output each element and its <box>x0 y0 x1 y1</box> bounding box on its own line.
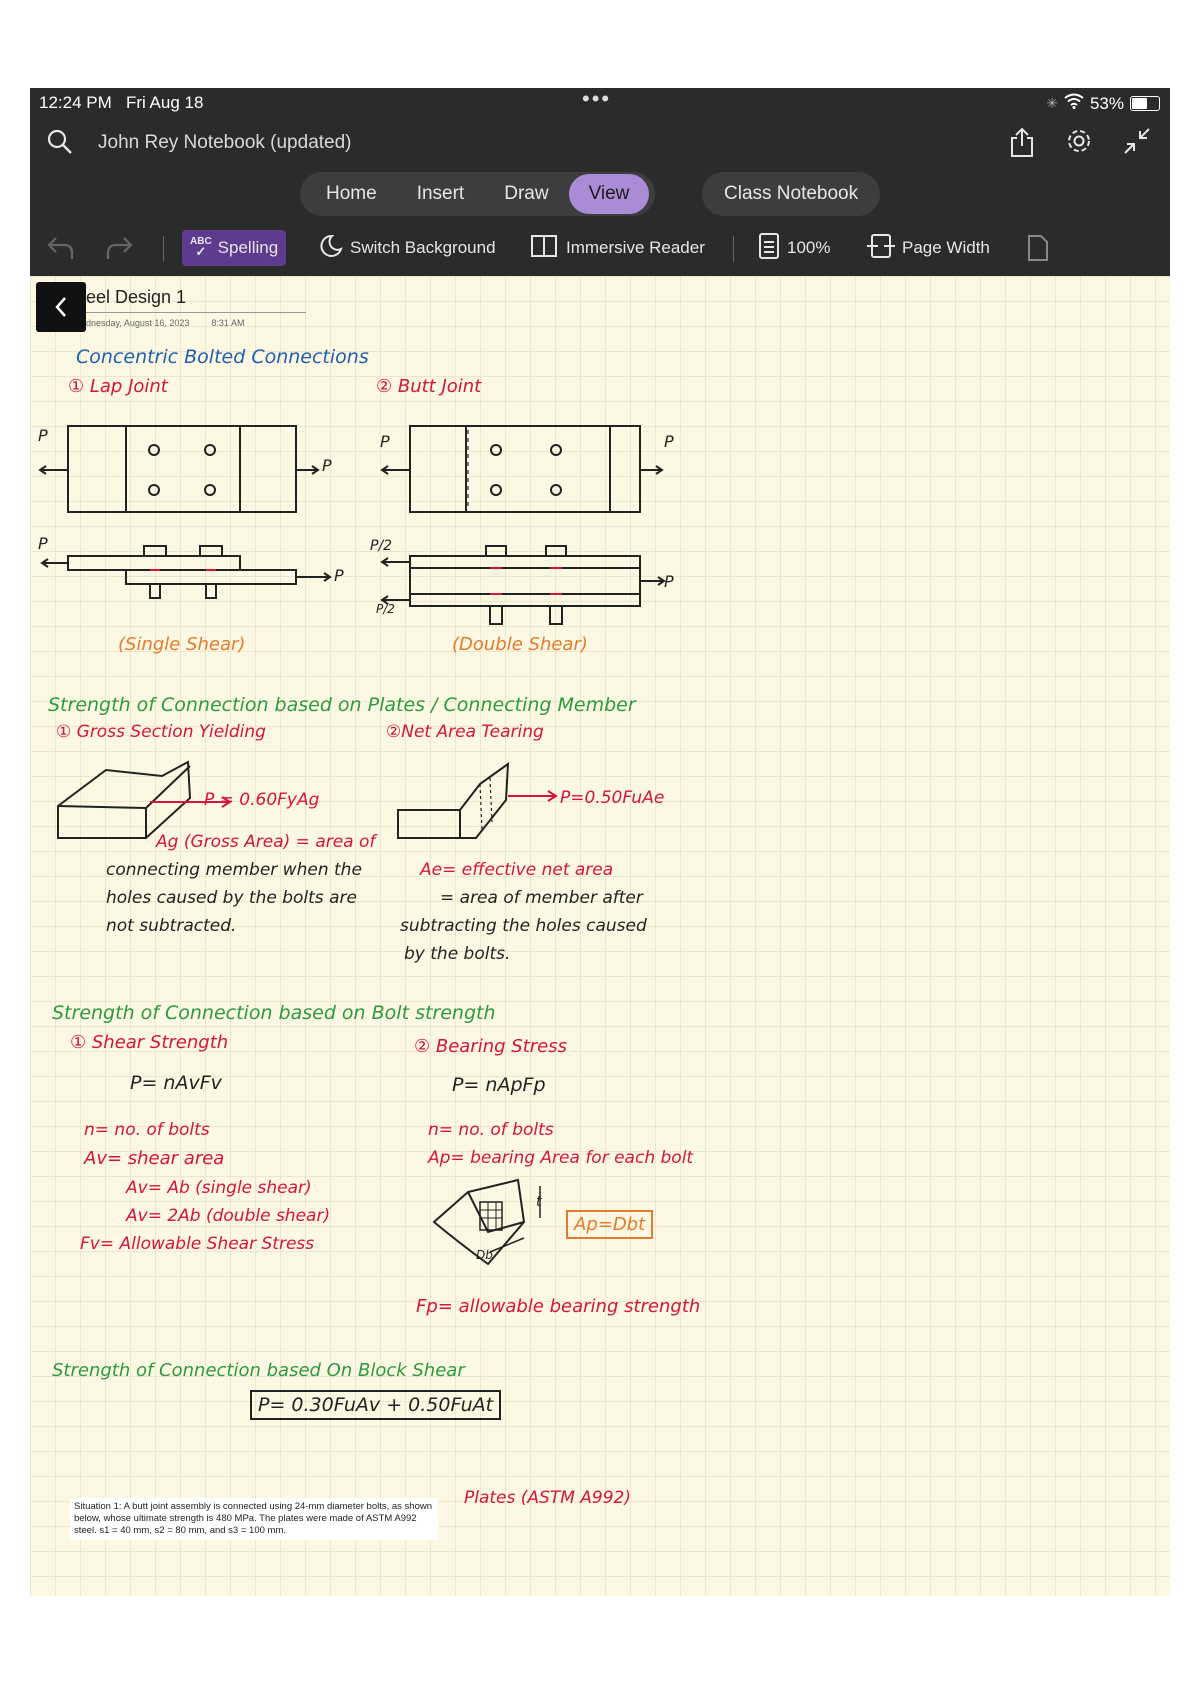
lap-joint-plan <box>40 426 318 512</box>
divider <box>733 236 734 262</box>
immersive-reader-label: Immersive Reader <box>566 238 705 257</box>
shear-formula: P= nAvFv <box>130 1072 222 1094</box>
back-button[interactable] <box>36 282 86 332</box>
butt-joint-label: ② Butt Joint <box>376 376 482 397</box>
page-title[interactable]: eel Design 1 <box>86 287 187 307</box>
tab-home[interactable]: Home <box>326 183 377 204</box>
p-label-lap-left: P <box>38 426 48 445</box>
heading-plate-strength: Strength of Connection based on Plates / Connecting Member <box>48 694 636 716</box>
fv-definition: Fv= Allowable Shear Stress <box>80 1234 315 1254</box>
butt-joint-section <box>382 546 664 624</box>
p-label-butt-section-right: P <box>664 572 674 591</box>
tab-insert[interactable]: Insert <box>416 183 465 204</box>
single-shear-label: (Single Shear) <box>118 634 246 655</box>
immersive-reader-button[interactable] <box>530 230 705 266</box>
ae-definition-1: Ae= effective net area <box>420 860 614 880</box>
app-window <box>30 88 1170 1596</box>
view-toolbar <box>30 220 1170 276</box>
situation-text: Situation 1: A butt joint assembly is connected using 24-mm diameter bolts, as shown below, whose ultimate strength is 480 MPa. The plates were made of ASTM A992 steel. s1 = 40 mm, s2 = 80 mm, and s3 = 100 mm. <box>70 1498 438 1540</box>
document-icon <box>757 232 781 265</box>
fp-definition: Fp= allowable bearing strength <box>416 1296 701 1317</box>
multitask-dots[interactable]: ••• <box>582 88 612 111</box>
av-single: Av= Ab (single shear) <box>126 1178 312 1198</box>
ae-definition-3: subtracting the holes caused <box>400 916 647 936</box>
plates-label: Plates (ASTM A992) <box>464 1488 631 1508</box>
ag-definition-3: holes caused by the bolts are <box>106 888 357 908</box>
ae-definition-2: = area of member after <box>440 888 643 908</box>
p-label-lap-section-right: P <box>334 566 344 585</box>
tab-class-notebook[interactable]: Class Notebook <box>702 172 880 216</box>
p-half-label-bottom: P/2 <box>376 602 395 616</box>
redo-icon[interactable] <box>104 230 134 266</box>
page-width-label: Page Width <box>902 238 990 257</box>
switch-background-label: Switch Background <box>350 238 496 257</box>
wifi-icon <box>1064 93 1084 114</box>
ribbon-tabs <box>30 168 1170 220</box>
gear-icon[interactable] <box>1064 126 1094 163</box>
p-label-lap-section-left: P <box>38 534 48 553</box>
chevron-left-icon <box>53 295 69 319</box>
av-double: Av= 2Ab (double shear) <box>126 1206 331 1226</box>
spelling-icon: ABC ✓ <box>190 236 212 259</box>
spelling-button[interactable] <box>182 230 286 266</box>
ap-formula-box: Ap=Dbt <box>566 1210 653 1239</box>
battery-fill <box>1132 98 1147 109</box>
lap-joint-section <box>42 546 330 598</box>
spelling-label: Spelling <box>217 238 279 257</box>
undo-icon[interactable] <box>46 230 76 266</box>
switch-background-button[interactable] <box>318 230 496 266</box>
status-time: 12:24 PM Fri Aug 18 <box>39 93 204 112</box>
ag-definition-1: Ag (Gross Area) = area of <box>156 832 376 852</box>
net-formula: P=0.50FuAe <box>560 788 665 808</box>
ap-definition: Ap= bearing Area for each bolt <box>428 1148 694 1168</box>
butt-joint-plan <box>382 426 662 512</box>
gross-yield-label: ① Gross Section Yielding <box>56 722 266 742</box>
double-shear-label: (Double Shear) <box>452 634 588 655</box>
p-label-butt-right: P <box>664 432 674 451</box>
tab-draw[interactable]: Draw <box>504 183 549 204</box>
status-bar <box>30 88 1170 118</box>
p-half-label-top: P/2 <box>370 538 393 554</box>
title-bar <box>30 118 1170 168</box>
ae-definition-4: by the bolts. <box>404 944 511 964</box>
page-width-button[interactable] <box>866 230 990 266</box>
tab-group <box>300 172 655 216</box>
divider <box>163 236 164 262</box>
page-icon[interactable] <box>1026 230 1050 266</box>
notebook-title[interactable]: John Rey Notebook (updated) <box>98 132 352 153</box>
p-label-lap-right: P <box>322 456 332 475</box>
battery-icon <box>1130 96 1160 111</box>
ag-definition-4: not subtracted. <box>106 916 237 936</box>
net-tear-label: ②Net Area Tearing <box>386 722 544 742</box>
note-page[interactable] <box>30 276 1170 1596</box>
collapse-icon[interactable] <box>1122 126 1152 163</box>
heading-block-shear: Strength of Connection based On Block Shear <box>52 1360 465 1381</box>
zoom-label: 100% <box>787 238 831 257</box>
battery-percent: 53% <box>1089 93 1124 113</box>
share-icon[interactable] <box>1008 126 1036 163</box>
n-definition-bearing: n= no. of bolts <box>428 1120 554 1140</box>
bearing-sketch <box>428 1172 568 1272</box>
heading-bolted-connections: Concentric Bolted Connections <box>76 346 369 368</box>
page-date: dnesday, August 16, 2023 8:31 AM <box>86 318 245 328</box>
bearing-stress-label: ② Bearing Stress <box>414 1036 567 1057</box>
zoom-button[interactable] <box>757 230 830 266</box>
bearing-formula: P= nApFp <box>452 1074 546 1096</box>
av-definition: Av= shear area <box>84 1148 225 1169</box>
search-icon[interactable] <box>46 128 74 161</box>
thickness-label: t <box>536 1194 542 1210</box>
lap-joint-label: ① Lap Joint <box>68 376 168 397</box>
n-definition: n= no. of bolts <box>84 1120 210 1140</box>
moon-icon <box>318 233 344 264</box>
title-underline <box>86 312 306 313</box>
page-width-icon <box>866 232 896 265</box>
brightness-icon: ✳ <box>1046 95 1058 111</box>
immersive-reader-icon <box>530 233 560 264</box>
p-label-butt-left: P <box>380 432 390 451</box>
ag-definition-2: connecting member when the <box>106 860 362 880</box>
heading-bolt-strength: Strength of Connection based on Bolt strength <box>52 1002 496 1024</box>
gross-formula: P = 0.60FyAg <box>204 790 320 810</box>
db-label: Db <box>476 1248 493 1262</box>
tab-view[interactable]: View <box>569 174 650 214</box>
block-shear-formula: P= 0.30FuAv + 0.50FuAt <box>250 1390 501 1420</box>
shear-strength-label: ① Shear Strength <box>70 1032 229 1053</box>
